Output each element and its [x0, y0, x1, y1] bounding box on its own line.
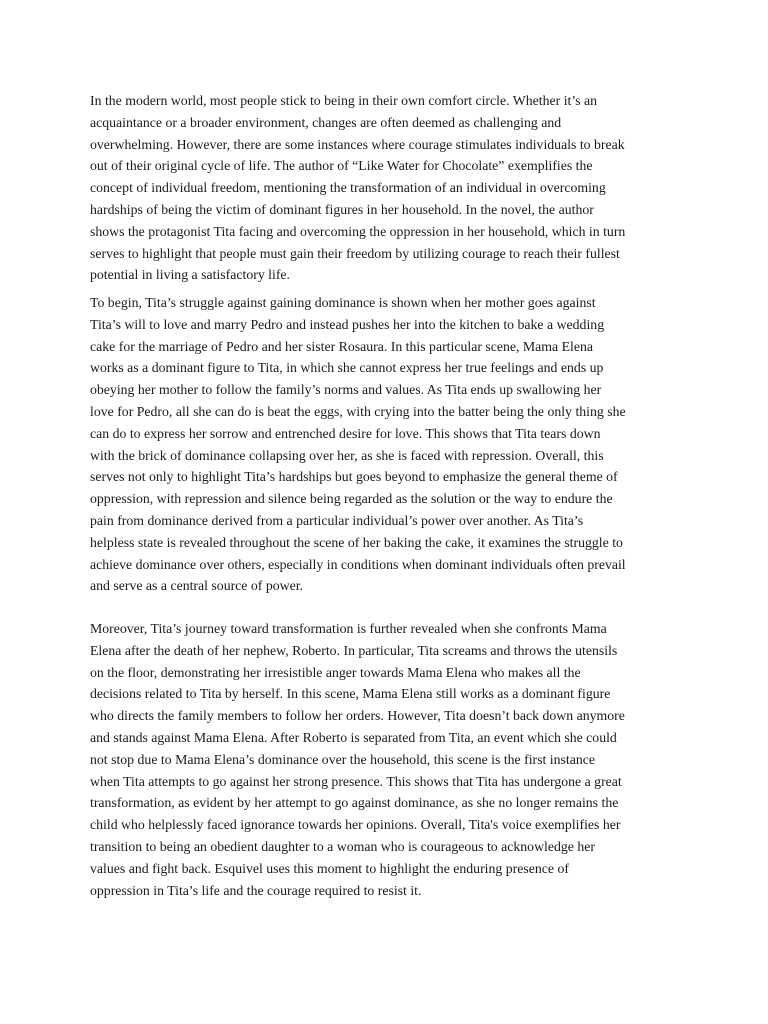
text-line: who directs the family members to follow her orders. However, Tita doesn’t back down anymore: [90, 708, 625, 724]
text-line: values and fight back. Esquivel uses this moment to highlight the enduring presence of: [90, 860, 569, 876]
text-line: oppression in Tita’s life and the courage required to resist it.: [90, 882, 422, 898]
text-line: overwhelming. However, there are some instances where courage stimulates individuals to break: [90, 136, 625, 152]
text-line: works as a dominant figure to Tita, in which she cannot express her true feelings and ends up: [90, 360, 604, 376]
paragraph-body-1: [90, 292, 710, 597]
text-line: transition to being an obedient daughter to a woman who is courageous to acknowledge her: [90, 838, 595, 854]
text-line: can do to express her sorrow and entrenched desire for love. This shows that Tita tears down: [90, 425, 601, 441]
paragraph-introduction: [90, 90, 710, 286]
text-line: potential in living a satisfactory life.: [90, 267, 291, 283]
text-line: child who helplessly faced ignorance towards her opinions. Overall, Tita's voice exemplifies her: [90, 817, 621, 833]
text-line: helpless state is revealed throughout the scene of her baking the cake, it examines the struggle to: [90, 534, 623, 550]
text-line: transformation, as evident by her attempt to go against dominance, as she no longer remains the: [90, 795, 619, 811]
text-line: love for Pedro, all she can do is beat the eggs, with crying into the batter being the only thing she: [90, 403, 626, 419]
text-line: To begin, Tita’s struggle against gaining dominance is shown when her mother goes against: [90, 295, 596, 310]
text-line: In the modern world, most people stick to being in their own comfort circle. Whether it’s an: [90, 93, 598, 108]
text-line: Moreover, Tita’s journey toward transformation is further revealed when she confronts Mama: [90, 621, 607, 636]
text-line: cake for the marriage of Pedro and her sister Rosaura. In this particular scene, Mama Elena: [90, 338, 594, 354]
text-line: out of their original cycle of life. The author of “Like Water for Chocolate” exemplifies the: [90, 158, 593, 174]
text-line: when Tita attempts to go against her strong presence. This shows that Tita has undergone a great: [90, 773, 622, 789]
text-line: concept of individual freedom, mentioning the transformation of an individual in overcoming: [90, 180, 606, 196]
text-line: achieve dominance over others, especially in conditions when dominant individuals often prevail: [90, 556, 626, 572]
text-line: obeying her mother to follow the family’s norms and values. As Tita ends up swallowing her: [90, 382, 602, 398]
text-line: pain from dominance derived from a particular individual’s power over another. As Tita’s: [90, 512, 584, 528]
text-line: Elena after the death of her nephew, Roberto. In particular, Tita screams and throws the utensils: [90, 642, 618, 658]
text-line: Tita’s will to love and marry Pedro and instead pushes her into the kitchen to bake a wedding: [90, 316, 605, 332]
text-line: and serve as a central source of power.: [90, 578, 303, 594]
text-line: oppression, with repression and silence being regarded as the solution or the way to endure the: [90, 491, 613, 507]
text-line: hardships of being the victim of dominant figures in her household. In the novel, the author: [90, 201, 594, 217]
text-line: and stands against Mama Elena. After Roberto is separated from Tita, an event which she could: [90, 729, 617, 745]
text-line: serves not only to highlight Tita’s hardships but goes beyond to emphasize the general theme of: [90, 469, 618, 485]
text-line: with the brick of dominance collapsing over her, as she is faced with repression. Overall, this: [90, 447, 604, 463]
text-line: not stop due to Mama Elena’s dominance over the household, this scene is the first instance: [90, 751, 596, 767]
text-line: serves to highlight that people must gain their freedom by utilizing courage to reach their fullest: [90, 245, 620, 261]
paragraph-body-2: [90, 618, 710, 901]
text-line: acquaintance or a broader environment, changes are often deemed as challenging and: [90, 114, 562, 130]
text-line: shows the protagonist Tita facing and overcoming the oppression in her household, which in turn: [90, 223, 626, 239]
text-line: decisions related to Tita by herself. In this scene, Mama Elena still works as a dominant figure: [90, 686, 611, 702]
text-line: on the floor, demonstrating her irresistible anger towards Mama Elena who makes all the: [90, 664, 581, 680]
